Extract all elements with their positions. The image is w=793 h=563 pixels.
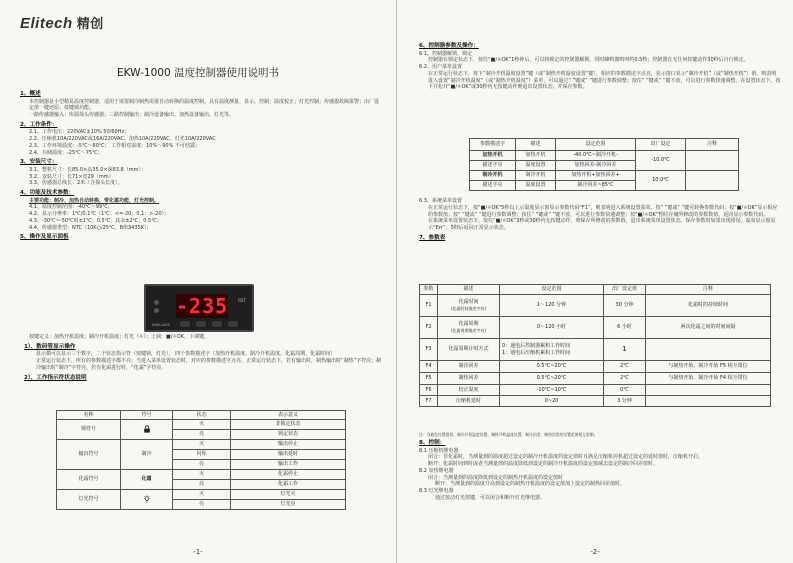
- section-system-menu: [419, 198, 781, 242]
- table-header: 出厂设定: [636, 139, 686, 151]
- paragraph: 闭合：非化霜时，当测量到的温度超过设定的制冷开机温度的设定值时且满足压缩机停机超过设定的延时值时，压缩机开启。: [428, 454, 704, 461]
- table-cell: 1～120 分钟: [500, 295, 604, 317]
- table-cell: 制冷回差~85℃: [556, 181, 636, 191]
- list-item: 3.3、传感器总线长：2米（含探头长度）。: [29, 180, 123, 187]
- table-cell: [646, 396, 771, 407]
- list-item: 4.1、温度控制范围：-40℃～99℃；: [29, 204, 113, 211]
- table-cell: F6: [420, 385, 438, 396]
- table-cell: 制冷: [121, 440, 173, 470]
- section-parameters: [419, 40, 781, 91]
- table-header: 参数描述字: [470, 139, 516, 151]
- subsection-heading: 2）、工作指示符状态说明: [24, 374, 87, 381]
- table-cell: F1: [420, 295, 438, 317]
- table-cell: [646, 339, 771, 361]
- list-item: 2.4、存储温度：-25℃～75℃；: [29, 149, 103, 156]
- list-item: 3.1、整机尺寸：长85.0×高35.0×深63.8（mm）；: [29, 166, 146, 173]
- section-heading: 3、安装尺寸：: [20, 159, 58, 166]
- table-cell: F7: [420, 396, 438, 407]
- table-cell: 温度设置: [516, 181, 556, 191]
- list-item: 2.1、工作电压：220VAC±10% 50/60Hz；: [29, 129, 130, 136]
- table-header: 名称: [57, 411, 121, 420]
- cell-text: 1：通电后压缩机累积工作时间: [502, 349, 571, 356]
- key-definition: 按键定义：加热开机温度；制冷开机温度；灯光（☼）；上调：■/☼OK，下调键。: [29, 334, 210, 340]
- table-cell: [686, 151, 739, 171]
- table-cell: [438, 295, 500, 317]
- panel-button: [196, 321, 206, 327]
- table-cell: 温度设置: [516, 161, 556, 171]
- table-cell: F5: [420, 373, 438, 385]
- cell-text: 0：通电后控制器累积工作时间: [502, 342, 571, 349]
- table-header: 注释: [686, 139, 739, 151]
- table-cell: 输出停止: [231, 440, 346, 450]
- subheading: 主要功能：制冷、加热自动转换，带化霜功能，灯光控制。: [29, 197, 160, 204]
- table-header: 表示意义: [231, 411, 346, 420]
- table-cell: [686, 171, 739, 191]
- table-cell: -10.0℃: [636, 151, 686, 171]
- table-header: 出厂设定值: [604, 285, 646, 295]
- table-cell: 2℃: [604, 361, 646, 373]
- section-heading: 4、功能及技术参数：: [20, 190, 75, 197]
- list-item: 3.2、安装尺寸：长71×宽29（mm）: [29, 173, 114, 180]
- table-note: 注：为避免设置错误，制冷开机温度设置、制热开机温度设置、制冷回差、制热回差的设置范围相互钳制。: [419, 432, 598, 437]
- paragraph: 本控制器是小型精易温度控制器，适用于需要制冷制热需要自动转换的温度控制。具有温度测量、显示、控制；温度校正；灯光控制；传感器故障报警；出厂设定值一键还原；按键锁功能。: [29, 98, 380, 112]
- table-cell: 加热开机: [516, 151, 556, 161]
- table-cell: 灭: [173, 470, 231, 480]
- table-cell: 加热开机+加热回差+: [556, 171, 636, 181]
- table-header: 描述: [516, 139, 556, 151]
- paragraph: 正常运行状态下，所有的参数描述字都不亮；当进入菜单设置状态时，对应的参数描述字点亮。正常运行状态下，若有输出时，制热输出时“制热”字符亮；制冷输出时“制冷”字符亮，若有化霜进行时，“化霜”字符亮。: [36, 358, 382, 371]
- page-1: [0, 0, 396, 563]
- cell-subtext: (化霜时间描述字亮): [450, 306, 487, 312]
- list-item: 4.4、传感器类型：NTC（10K○/25℃，B值3435K）；: [29, 224, 152, 231]
- table-cell: 3 分钟: [604, 396, 646, 407]
- table-cell: 制热回差: [438, 373, 500, 385]
- table-header: 状态: [173, 411, 231, 420]
- cell-text: 化霜时间: [458, 299, 479, 306]
- table-row: [420, 373, 771, 385]
- table-cell: 30 分钟: [604, 295, 646, 317]
- table-cell: 亮: [173, 480, 231, 490]
- table-row: [420, 339, 771, 361]
- table-cell: 化霜: [121, 470, 173, 490]
- paragraph: 断开：当测量到的温度升高到设定的制热开机温度的设定值加上设定的制热回差值时。: [435, 481, 626, 488]
- table-row: [420, 317, 771, 339]
- table-cell: 0℃: [604, 385, 646, 396]
- indicator-led: [154, 308, 159, 313]
- table-cell: 灯光灭: [231, 490, 346, 500]
- temperature-display: -235: [176, 294, 229, 318]
- table-cell: 10.0℃: [636, 171, 686, 191]
- table-cell: 灭: [173, 490, 231, 500]
- table-row: [420, 295, 771, 317]
- paragraph: 通过按动灯光按键，可以闭合和断开灯光继电器。: [435, 494, 546, 501]
- list-item: 4.3、-30℃~-50℃时±1℃；0.5℃，其余±2℃；0.5℃；: [29, 217, 162, 224]
- table-cell: 与制热开始、制冷开始 F5 相互钳位: [646, 361, 771, 373]
- section-control: [419, 432, 781, 502]
- setpoint-table: [469, 138, 739, 191]
- table-row: [420, 385, 771, 396]
- page-number: -1-: [193, 547, 203, 556]
- table-cell: 化霜周期计时方式: [438, 339, 500, 361]
- table-header: 注释: [646, 285, 771, 295]
- paragraph: 断开：化霜时间到时或者当测量到的温度降低到设定的制冷开机温度的设定值减去设定的制冷回差值时。: [428, 461, 659, 468]
- cell-subtext: (化霜周期描述字亮): [450, 328, 487, 334]
- subsection-heading: 8.3 灯光继电器: [419, 488, 454, 495]
- table-cell: 2℃: [604, 373, 646, 385]
- brand-logo: Elitech 精创: [20, 15, 104, 32]
- table-cell: 0.5℃~20℃: [500, 361, 604, 373]
- table-cell: 压缩机延时: [438, 396, 500, 407]
- table-cell: 输出工作: [231, 460, 346, 470]
- list-item: 2.3、工作环境温度：-5℃～60℃； 工作相对湿度：10%～90% 不可结露；: [29, 142, 200, 149]
- table-cell: 灯光亮: [231, 500, 346, 510]
- table-cell: 描述字亮: [470, 181, 516, 191]
- table-cell: 0～120 小时: [500, 317, 604, 339]
- table-header: 符号: [121, 411, 173, 420]
- indicator-led: [154, 300, 159, 305]
- subsection-heading: 8.1 压缩机继电器: [419, 447, 459, 454]
- parameter-table: [419, 284, 771, 407]
- subsection-heading: 6.1、控制器解锁、锁定: [419, 50, 472, 57]
- section-heading: 6、控制器参数及操作：: [419, 43, 479, 49]
- section-overview: [20, 88, 382, 242]
- section-heading: 5、操作及显示面板: [20, 234, 69, 241]
- table-cell: [646, 385, 771, 396]
- table-cell: 0~20: [500, 396, 604, 407]
- table-cell: 闪烁: [173, 450, 231, 460]
- table-cell: 加热开机: [470, 151, 516, 161]
- section-panel: [20, 334, 382, 382]
- section-heading: 1、概述: [20, 91, 41, 97]
- table-cell: 0.5℃~20℃: [500, 373, 604, 385]
- table-header: 描述: [438, 285, 500, 295]
- subsection-heading: 6.2、用户菜单设置: [419, 64, 462, 71]
- table-cell: 灭: [173, 440, 231, 450]
- table-cell: 灭: [173, 420, 231, 430]
- table-cell: 化霜符号: [57, 470, 121, 490]
- table-cell: F3: [420, 339, 438, 361]
- list-item: 2.2、压缩机10A/220VAC或16A/220VAC、加热10A/220VAC、灯光10A/220VAC: [29, 136, 216, 143]
- table-cell: 输出符号: [57, 440, 121, 470]
- table-cell: 输出延时: [231, 450, 346, 460]
- page-number: -2-: [590, 547, 600, 556]
- panel-button: [180, 321, 190, 327]
- panel-button: [212, 321, 222, 327]
- paragraph: 在正常运行状态下，按下“制冷开机温度设置”键（或“制热开机温度设置”键），相应的参数描述字点亮，显示窗口显示“制冷开机”（或“制热开机”）值，则表明进入设置“制冷开机温度”（或“制热开机温度”）菜单，可以通过“ ”键或“ ”键进行参数调整；按住“ ”键或“ ”键不放，可以进行参数快速调整。在设置状态下，按下并松开“■/☼OK”或30秒内无按键动作则退出设置状态，并保存参数。: [428, 70, 781, 91]
- cell-text: 化霜周期: [458, 321, 479, 328]
- table-cell: 1: [604, 339, 646, 361]
- panel-button: [228, 321, 238, 327]
- table-cell: 与制热开始、制冷开始 F4 相互钳位: [646, 373, 771, 385]
- paragraph: 显示模可以显示三个数字，二个状态指示符（按键锁，灯光）， 四个参数描述字（加热开机温度、制冷开机温度、化霜周期、化霜时间）: [36, 351, 336, 358]
- table-cell: -40.0℃~制冷开机-: [556, 151, 636, 161]
- list-item: 4.2、显示分辨率：1℃/0.1℃（1℃：<=-20；0.1：>-20）；: [29, 211, 170, 218]
- table-cell: 化霜停止: [231, 470, 346, 480]
- section-heading: 2、工作条件：: [20, 121, 58, 128]
- paragraph: 在正常运行状态下，按“■/☼OK”5秒以上示温度显示窗显示参数代码“F1”，则表明进入系统设置菜单。按“ ”键或“ ”键可转换参数代码；按“■/☼OK”显示相应的参数值；按“ ”键或“ ”键进行参数调整；按住“ ”键或“ ”键不放，可以进行参数快速调整；按“■/☼OK”暂时存储所修改的参数数值，返回显示参数代码。: [428, 204, 778, 218]
- table-cell: 亮: [173, 460, 231, 470]
- table-cell: 校正温度: [438, 385, 500, 396]
- table-cell: 化霜工作: [231, 480, 346, 490]
- table-cell: 描述字亮: [470, 161, 516, 171]
- table-cell: 制冷开机: [516, 171, 556, 181]
- controller-panel-image: [144, 284, 254, 332]
- subsection-heading: 8.2 加热继电器: [419, 467, 454, 474]
- table-cell: -10℃~10℃: [500, 385, 604, 396]
- table-cell: F4: [420, 361, 438, 373]
- indicator-table: [56, 410, 346, 510]
- table-cell: 制冷开机: [470, 171, 516, 181]
- light-icon: [121, 490, 173, 510]
- lock-icon: [121, 420, 173, 440]
- table-cell: 制冷回差: [438, 361, 500, 373]
- page-2: [397, 0, 793, 563]
- section-heading: 7、参数表: [419, 234, 446, 241]
- subsection-heading: 6.3、系统菜单设置: [419, 198, 462, 204]
- table-cell: F2: [420, 317, 438, 339]
- table-cell: 两次化霜之间的时间间隔: [646, 317, 771, 339]
- table-cell: 加热回差-制冷回差: [556, 161, 636, 171]
- paragraph: 控制器在锁定状态下，按住“■/☼OK”1秒钟后，可以将锁定的控制器解锁，同时蜂鸣器鸣叫约0.5秒；控制器在无任何按键动作30秒后自行锁定。: [428, 57, 749, 64]
- paragraph: 一路传感器输入：库温探头传感器；三路控制输出：制冷设备输出、加热设备输出、灯光等。: [29, 112, 235, 119]
- table-row: [420, 396, 771, 407]
- table-cell: 锁符号: [57, 420, 121, 440]
- table-cell: 灯光符号: [57, 490, 121, 510]
- table-header: 设定范围: [556, 139, 636, 151]
- device-model: EKW-1000: [152, 323, 170, 328]
- section-heading: 8、控制：: [419, 440, 446, 447]
- paragraph: 在系统菜单设置状态下，按住“■/☼OK”3秒或30秒内无按键动作，则保存所修改的参数值，退出系统菜单设置状态，保存参数时如果出现错误，温度显示窗显示“Err”，5秒后返回正常显示状态。: [428, 218, 776, 231]
- table-cell: 亮: [173, 500, 231, 510]
- table-cell: 锁定状态: [231, 430, 346, 440]
- table-header: 设定范围: [500, 285, 604, 295]
- table-row: [420, 361, 771, 373]
- table-cell: 6 小时: [604, 317, 646, 339]
- table-cell: 化霜时的持续时间: [646, 295, 771, 317]
- table-cell: 非锁定状态: [231, 420, 346, 430]
- reset-key-label: RST: [238, 298, 246, 303]
- table-cell: 亮: [173, 430, 231, 440]
- table-header: 参数: [420, 285, 438, 295]
- page-title: EKW-1000 温度控制器使用说明书: [117, 67, 279, 79]
- subsection-heading: 1）、数码管显示操作: [24, 343, 76, 350]
- table-cell: [438, 317, 500, 339]
- table-cell: [500, 339, 604, 361]
- paragraph: 闭合：当测量到的温度降低到设定的制热开机温度的设定值时: [428, 474, 564, 481]
